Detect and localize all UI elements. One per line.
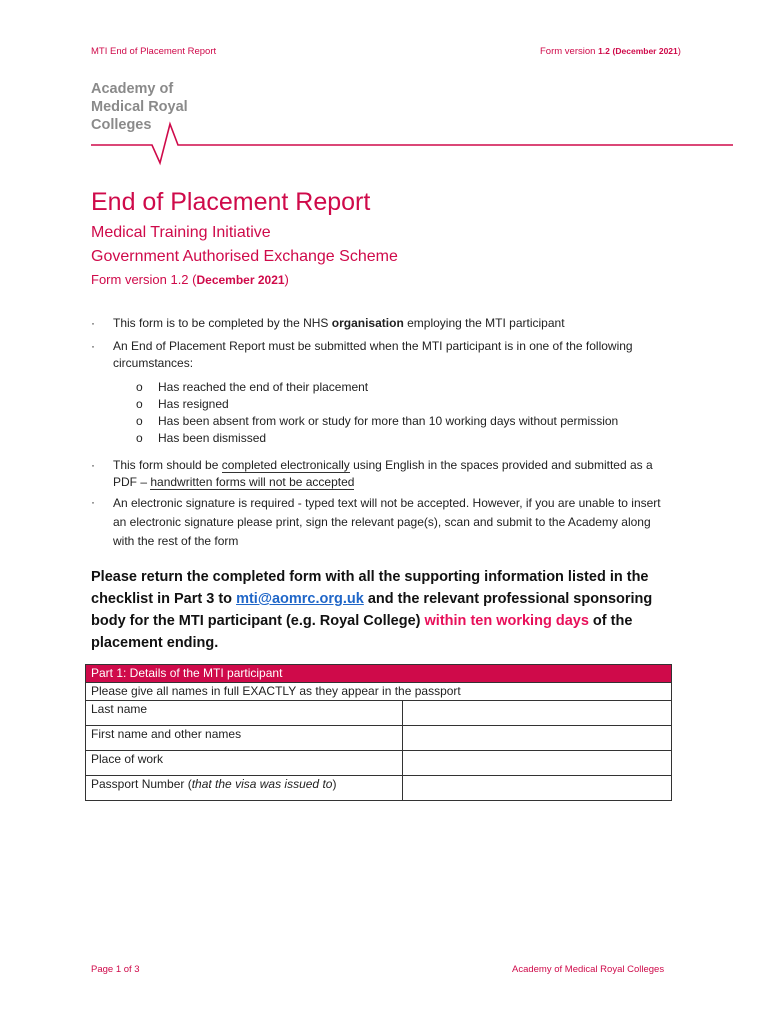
- table-heading: Part 1: Details of the MTI participant: [86, 665, 672, 683]
- cta-text: Please return the completed form with all the supporting information listed in the checklist in Part 3 to: [91, 569, 649, 607]
- participant-details-table: [85, 664, 672, 801]
- heartbeat-line-icon: [0, 118, 768, 168]
- header-version-prefix: Form version: [540, 46, 599, 57]
- form-version-suffix: ): [284, 272, 289, 287]
- logo-line-2: Medical Royal: [91, 99, 188, 115]
- cta-text: and the relevant professional sponsoring body for the MTI participant (e.g. Royal College): [91, 591, 653, 629]
- logo-line-1: Academy of: [91, 81, 174, 97]
- header-version-number: 1.2: [598, 46, 610, 56]
- bullet-icon: ·: [91, 495, 95, 509]
- deadline-highlight: within ten working days: [424, 613, 589, 629]
- circle-bullet-icon: o: [136, 397, 143, 411]
- form-version-date: December 2021: [196, 273, 285, 287]
- bullet-text: This form is to be completed by the NHS: [113, 316, 332, 330]
- bullet-underline: handwritten forms will not be accepted: [150, 475, 355, 489]
- email-link[interactable]: mti@aomrc.org.uk: [236, 591, 364, 607]
- circle-bullet-icon: o: [136, 380, 143, 394]
- header-version-date: (December 2021: [612, 46, 678, 56]
- footer-organisation: Academy of Medical Royal Colleges: [512, 964, 665, 975]
- form-version: [91, 272, 289, 287]
- last-name-field[interactable]: [403, 701, 672, 726]
- bullet-bold: organisation: [331, 316, 404, 330]
- return-instructions: [91, 566, 681, 654]
- place-of-work-field[interactable]: [403, 751, 672, 776]
- last-name-label: Last name: [86, 701, 403, 726]
- bullet-text: This form should be: [113, 458, 222, 472]
- header-version-suffix: ): [677, 46, 681, 57]
- bullet-underline: completed electronically: [221, 458, 350, 472]
- table-row: [86, 776, 672, 801]
- form-version-prefix: Form version 1.2 (: [91, 272, 197, 287]
- table-row: [86, 726, 672, 751]
- bullet-text: An electronic signature is required - typed text will not be accepted. However, if you are unable to insert an electronic signature please print, sign the relevant page(s), scan and submit to the Academy along with the rest of the form: [113, 496, 661, 548]
- bullet-text: An End of Placement Report must be submitted when the MTI participant is in one of the following circumstances:: [113, 339, 633, 370]
- bullet-text: employing the MTI participant: [403, 316, 565, 330]
- passport-number-field[interactable]: [403, 776, 672, 801]
- header-document-name: MTI End of Placement Report: [91, 46, 217, 57]
- passport-number-label: Passport Number (that the visa was issued to): [86, 776, 403, 801]
- table-note: Please give all names in full EXACTLY as they appear in the passport: [86, 683, 672, 701]
- logo-line-3: Colleges: [91, 117, 152, 133]
- first-name-field[interactable]: [403, 726, 672, 751]
- table-row: [86, 751, 672, 776]
- circle-bullet-icon: o: [136, 431, 143, 445]
- circle-bullet-icon: o: [136, 414, 143, 428]
- page-number: Page 1 of 3: [91, 964, 140, 975]
- table-row: [86, 701, 672, 726]
- subtitle-programme: Medical Training Initiative: [91, 224, 271, 241]
- bullet-text: using English in the spaces provided and submitted as a PDF –: [113, 458, 653, 489]
- place-of-work-label: Place of work: [86, 751, 403, 776]
- header-form-version: [540, 46, 681, 57]
- bullet-icon: ·: [91, 339, 95, 353]
- page-title: End of Placement Report: [91, 188, 371, 216]
- subtitle-scheme: Government Authorised Exchange Scheme: [91, 248, 398, 265]
- cta-text: of the placement ending.: [91, 613, 633, 651]
- first-name-label: First name and other names: [86, 726, 403, 751]
- bullet-icon: ·: [91, 316, 95, 330]
- bullet-icon: ·: [91, 458, 95, 472]
